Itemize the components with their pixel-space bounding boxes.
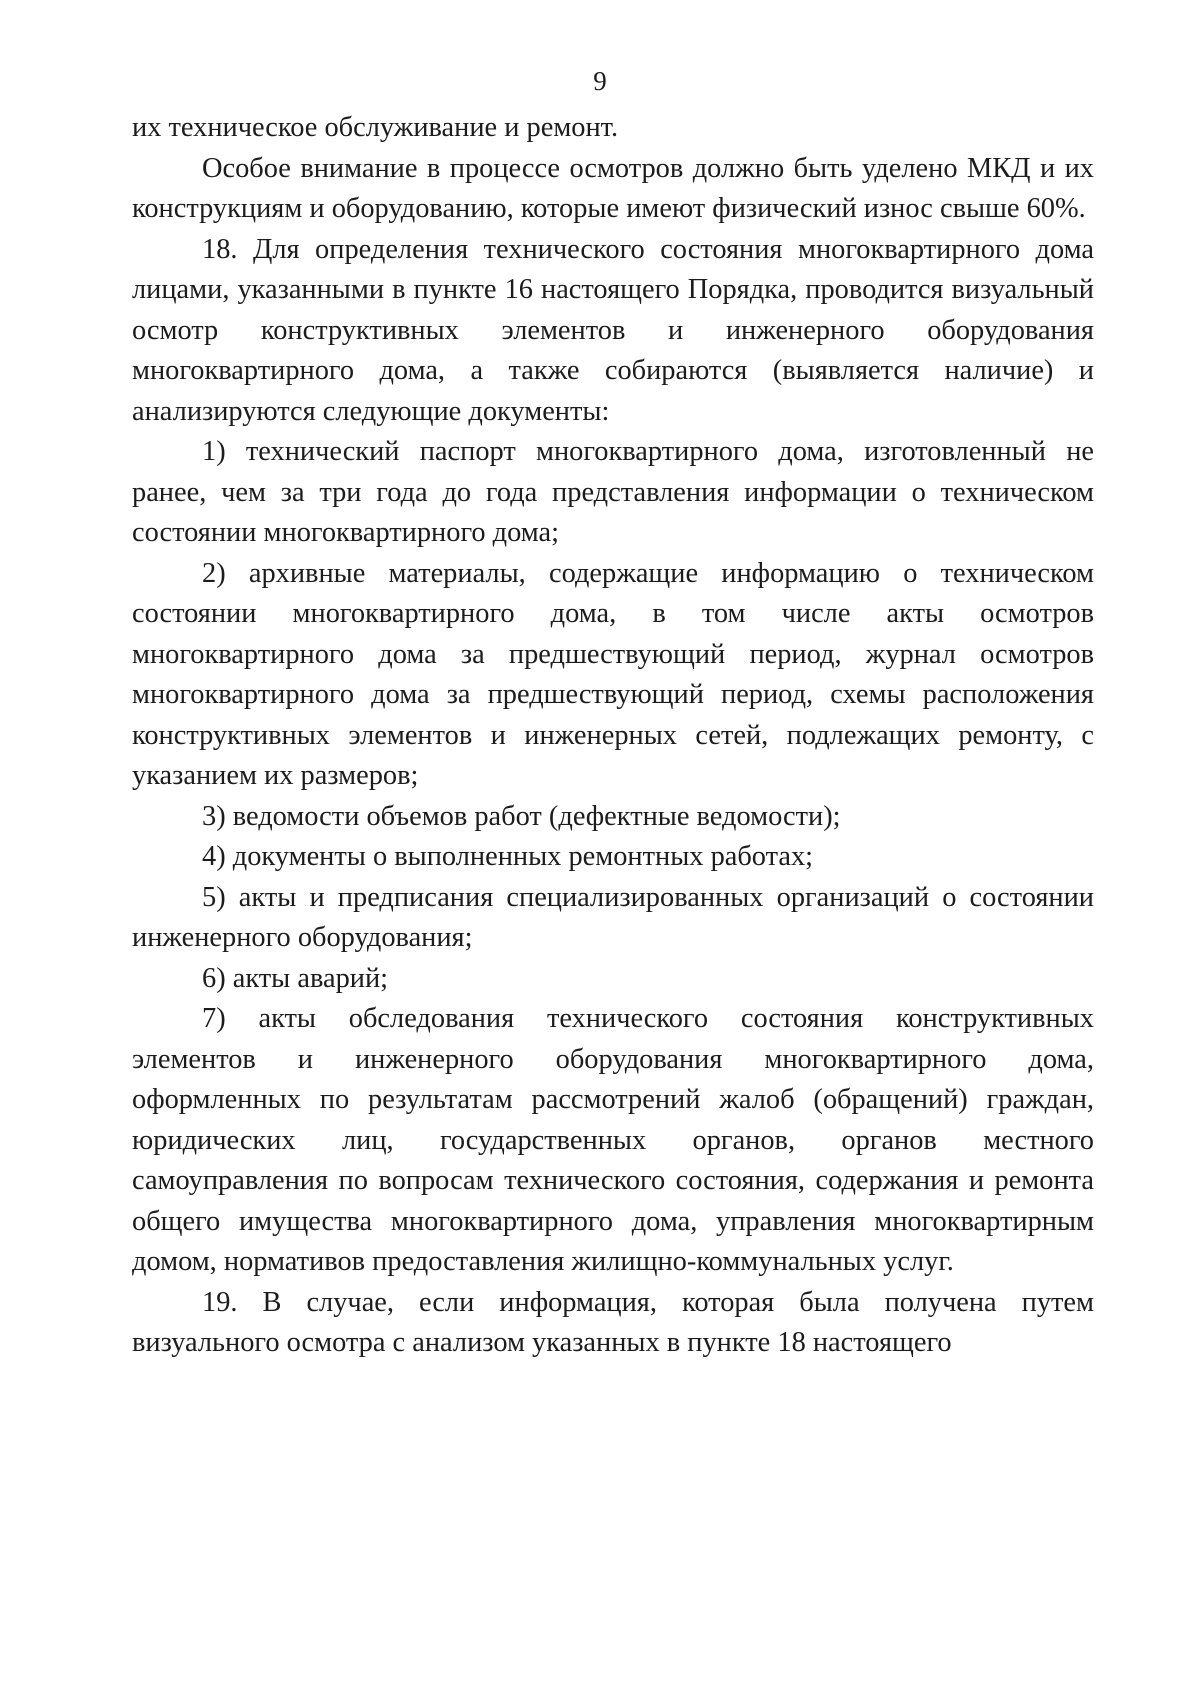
paragraph-item-19: 19. В случае, если информация, которая была получена путем визуального осмотра с анализом указанных в пункте 18 настоящего	[132, 1286, 1094, 1358]
paragraph-special-attention: Особое внимание в процессе осмотров должно быть уделено МКД и их конструкциям и оборудованию, которые имеют физический износ свыше 60%.	[132, 152, 1094, 224]
list-item-1: 1) технический паспорт многоквартирного дома, изготовленный не ранее, чем за три года до года представления информации о техническом состоянии многоквартирного дома;	[132, 436, 1094, 548]
list-item-7: 7) акты обследования технического состояния конструктивных элементов и инженерного оборудования многоквартирного дома, оформленных по результатам рассмотрений жалоб (обращений) граждан, юридических лиц, государственных органов, органов местного самоуправления по вопросам технического состояния, содержания и ремонта общего имущества многоквартирного дома, управления многоквартирным домом, нормативов предоставления жилищно-коммунальных услуг.	[132, 1003, 1094, 1277]
paragraph-continuation: их техническое обслуживание и ремонт.	[132, 112, 619, 143]
page-number: 9	[593, 66, 607, 96]
list-item-4: 4) документы о выполненных ремонтных работах;	[202, 841, 814, 872]
document-body	[132, 108, 1094, 1364]
list-item-5: 5) акты и предписания специализированных организаций о состоянии инженерного оборудования;	[132, 881, 1094, 953]
list-item-6: 6) акты аварий;	[202, 962, 389, 994]
list-item-3: 3) ведомости объемов работ (дефектные ведомости);	[202, 800, 841, 832]
paragraph-item-18: 18. Для определения технического состояния многоквартирного дома лицами, указанными в пункте 16 настоящего Порядка, проводится визуальный осмотр конструктивных элементов и инженерного оборудования многоквартирного дома, а также собираются (выявляется наличие) и анализируются следующие документы:	[132, 233, 1094, 427]
list-item-2: 2) архивные материалы, содержащие информацию о техническом состоянии многоквартирного дома, в том числе акты осмотров многоквартирного дома за предшествующий период, журнал осмотров многоквартирного дома за предшествующий период, схемы расположения конструктивных элементов и инженерных сетей, подлежащих ремонту, с указанием их размеров;	[132, 557, 1094, 791]
